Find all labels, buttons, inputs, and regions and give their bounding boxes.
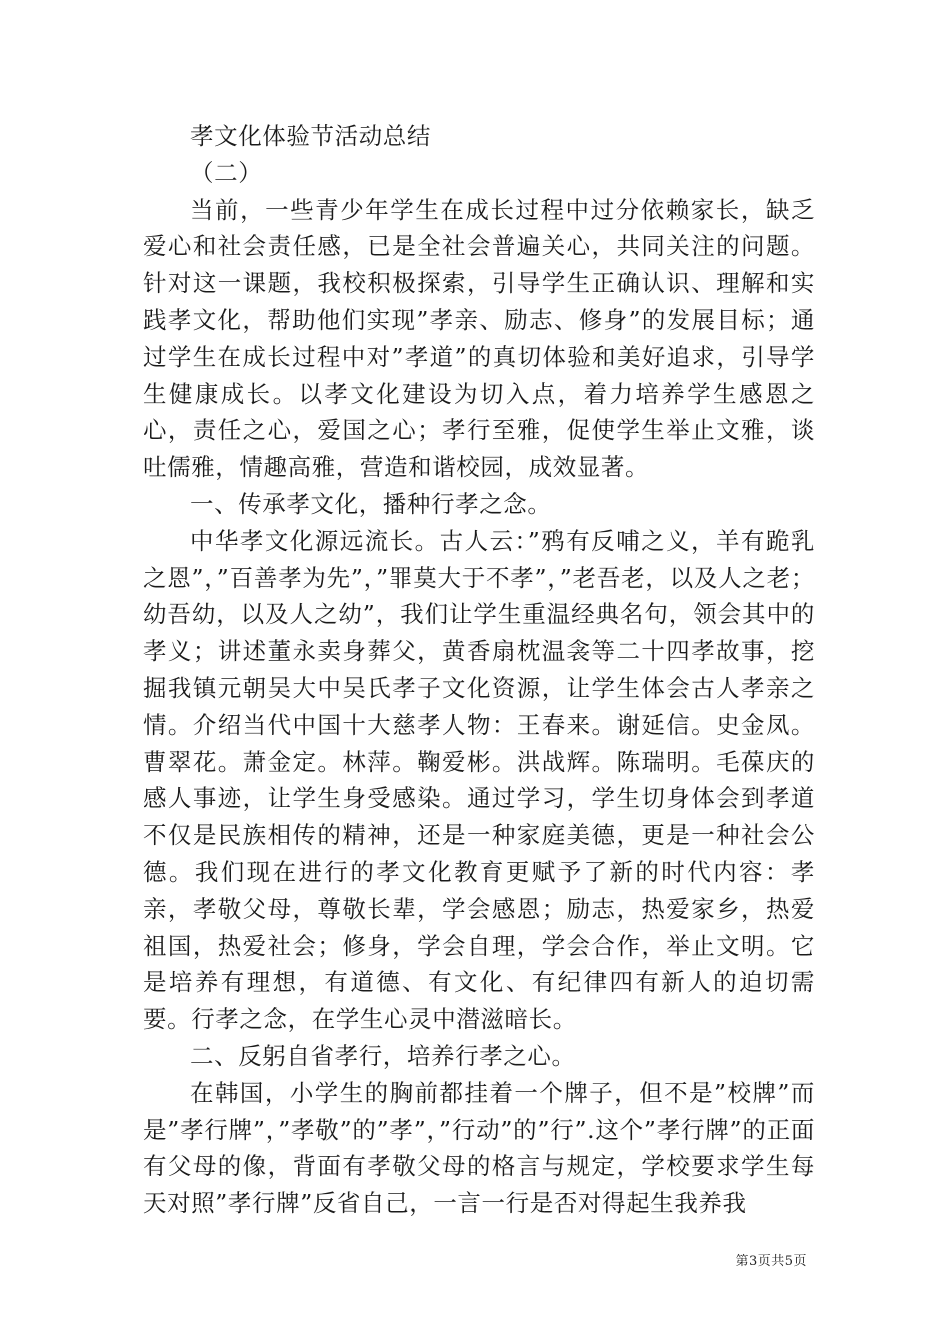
section-heading-2: 二、反躬自省孝行，培养行孝之心。 xyxy=(190,1041,576,1070)
page-number: 第3页共5页 xyxy=(735,1254,807,1269)
paragraph-section-1: 中华孝文化源远流长。古人云：”鸦有反哺之义，羊有跪乳之恩”，”百善孝为先”，”罪莫大于不孝”，”老吾老，以及人之老；幼吾幼，以及人之幼”，我们让学生重温经典名句，领会其中的孝义；讲述董永卖身葬父，黄香扇枕温衾等二十四孝故事，挖掘我镇元朝吴大中吴氏孝子文化资源，让学生体会古人孝亲之情。介绍当代中国十大慈孝人物：王春来。谢延信。史金凤。曹翠花。萧金定。林萍。鞠爱彬。洪战辉。陈瑞明。毛葆庆的感人事迹，让学生身受感染。通过学习，学生切身体会到孝道不仅是民族相传的精神，还是一种家庭美德，更是一种社会公德。我们现在进行的孝文化教育更赋予了新的时代内容：孝亲，孝敬父母，尊敬长辈，学会感恩；励志，热爱家乡，热爱祖国，热爱社会；修身，学会自理，学会合作，举止文明。它是培养有理想，有道德、有文化、有纪律四有新人的迫切需要。行孝之念，在学生心灵中潜滋暗长。 xyxy=(143,526,815,1034)
document-subtitle: （二） xyxy=(190,158,263,187)
paragraph-intro: 当前，一些青少年学生在成长过程中过分依赖家长，缺乏爱心和社会责任感，已是全社会普遍关心，共同关注的问题。针对这一课题，我校积极探索，引导学生正确认识、理解和实践孝文化，帮助他们实现”孝亲、励志、修身”的发展目标；通过学生在成长过程中对”孝道”的真切体验和美好追求，引导学生健康成长。以孝文化建设为切入点，着力培养学生感恩之心，责任之心，爱国之心；孝行至雅，促使学生举止文雅，谈吐儒雅，情趣高雅，营造和谐校园，成效显著。 xyxy=(143,195,815,482)
document-title: 孝文化体验节活动总结 xyxy=(190,122,431,150)
document-body xyxy=(143,118,815,1222)
paragraph-section-2: 在韩国，小学生的胸前都挂着一个牌子，但不是”校牌”而是”孝行牌”，”孝敬”的”孝”，”行动”的”行”.这个”孝行牌”的正面有父母的像，背面有孝敬父母的格言与规定，学校要求学生每天对照”孝行牌”反省自己，一言一行是否对得起生我养我 xyxy=(143,1078,815,1218)
section-heading-1: 一、传承孝文化，播种行孝之念。 xyxy=(190,489,552,518)
